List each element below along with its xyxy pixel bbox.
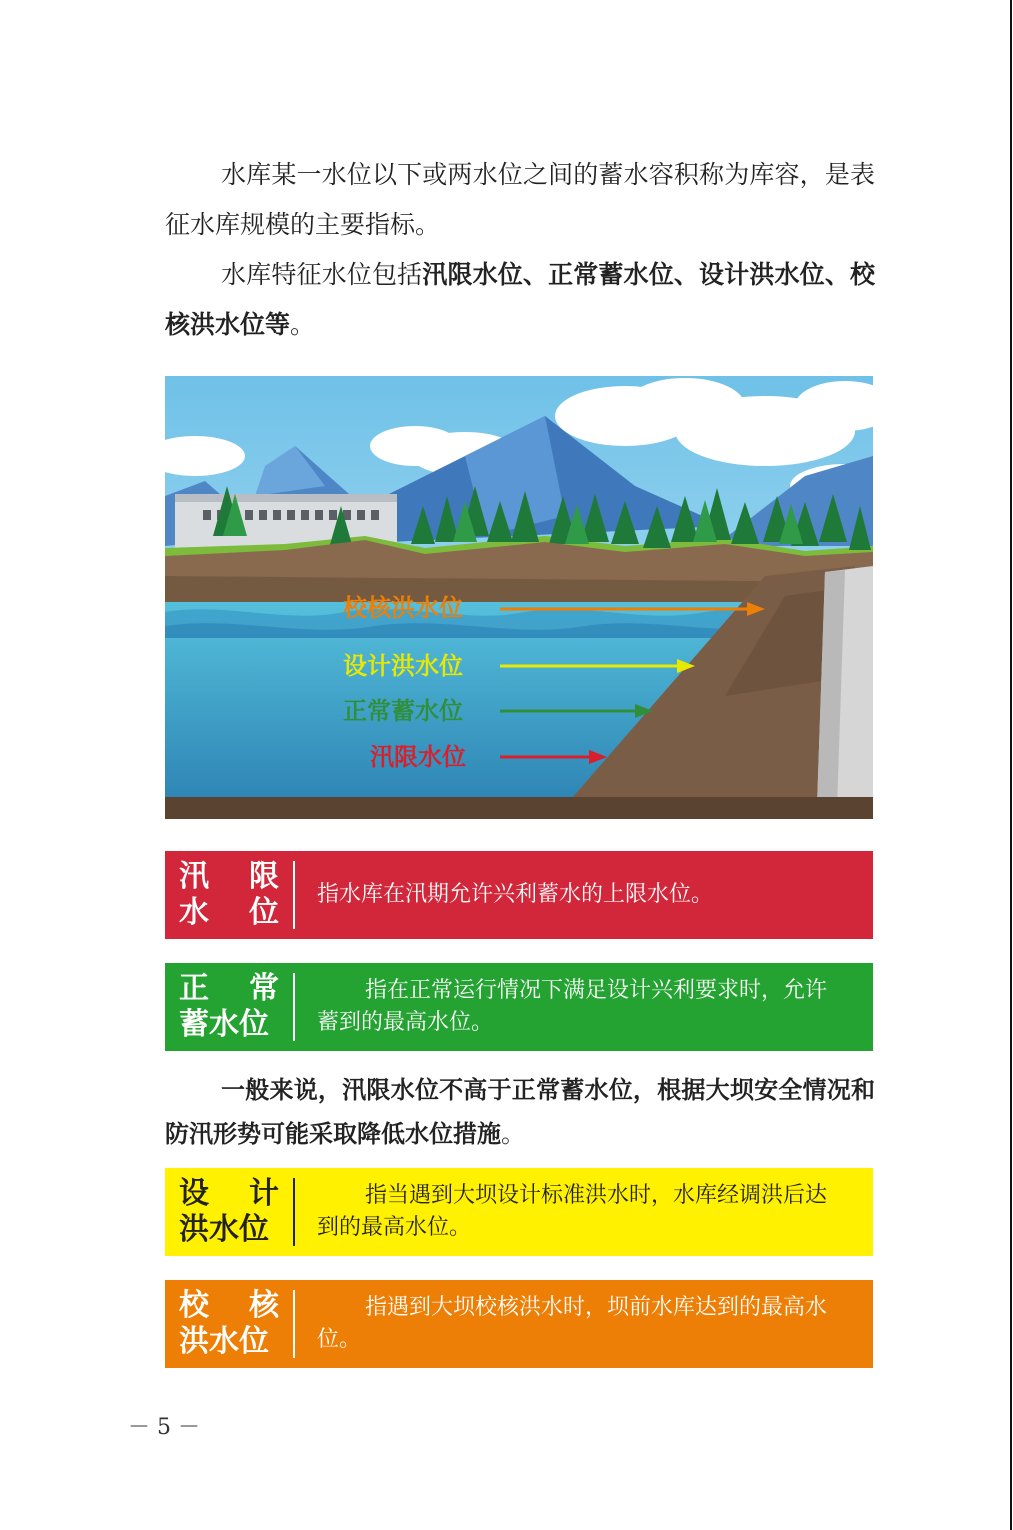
term-char: 常 xyxy=(249,971,279,1006)
p2-bold-levels: 汛限水位、正常蓄水位、设计洪水位、校核洪水位等 xyxy=(165,260,875,339)
term-char: 正 xyxy=(179,971,209,1006)
intro-paragraph-1: 水库某一水位以下或两水位之间的蓄水容积称为库容，是表征水库规模的主要指标。 xyxy=(165,160,875,239)
term-char: 设 xyxy=(179,1176,209,1211)
card-normal-storage-term xyxy=(165,963,293,1051)
label-check-flood: 校核洪水位 xyxy=(343,594,463,622)
term-row: 蓄水位 xyxy=(179,1007,269,1042)
middle-note-tail: 。 xyxy=(501,1120,525,1148)
card-check-flood xyxy=(165,1280,873,1368)
term-char: 位 xyxy=(249,895,279,930)
term-char: 限 xyxy=(249,859,279,894)
p2-suffix: 。 xyxy=(290,310,316,339)
reservoir-illustration xyxy=(165,376,873,819)
label-flood-limit: 汛限水位 xyxy=(370,743,466,771)
p2-prefix: 水库特征水位包括 xyxy=(221,260,423,289)
term-char: 汛 xyxy=(179,859,209,894)
page-edge-line xyxy=(1010,0,1012,1530)
term-char: 水 xyxy=(179,895,209,930)
card-design-flood-desc: 指当遇到大坝设计标准洪水时，水库经调洪后达到的最高水位。 xyxy=(317,1183,828,1240)
term-char: 校 xyxy=(179,1288,209,1323)
card-check-flood-desc: 指遇到大坝校核洪水时，坝前水库达到的最高水位。 xyxy=(317,1295,828,1352)
label-design-flood: 设计洪水位 xyxy=(343,652,463,680)
card-check-flood-term xyxy=(165,1280,293,1368)
card-flood-limit-desc: 指水库在汛期允许兴利蓄水的上限水位。 xyxy=(317,882,714,907)
middle-note xyxy=(165,1068,875,1156)
term-char: 核 xyxy=(249,1288,279,1323)
card-normal-storage-desc: 指在正常运行情况下满足设计兴利要求时，允许蓄到的最高水位。 xyxy=(317,978,828,1035)
term-char: 计 xyxy=(249,1176,279,1211)
term-row: 洪水位 xyxy=(179,1212,269,1247)
card-design-flood-term xyxy=(165,1168,293,1256)
page-number: － 5 － xyxy=(128,1415,200,1440)
ground xyxy=(165,797,873,819)
card-flood-limit xyxy=(165,851,873,939)
label-normal-storage: 正常蓄水位 xyxy=(343,697,463,725)
card-normal-storage xyxy=(165,963,873,1051)
reservoir-scene xyxy=(165,376,873,819)
card-flood-limit-term xyxy=(165,851,293,939)
intro-paragraph-2 xyxy=(165,250,875,350)
card-design-flood xyxy=(165,1168,873,1256)
term-row: 洪水位 xyxy=(179,1324,269,1359)
middle-note-bold: 一般来说，汛限水位不高于正常蓄水位，根据大坝安全情况和防汛形势可能采取降低水位措施 xyxy=(165,1075,875,1148)
